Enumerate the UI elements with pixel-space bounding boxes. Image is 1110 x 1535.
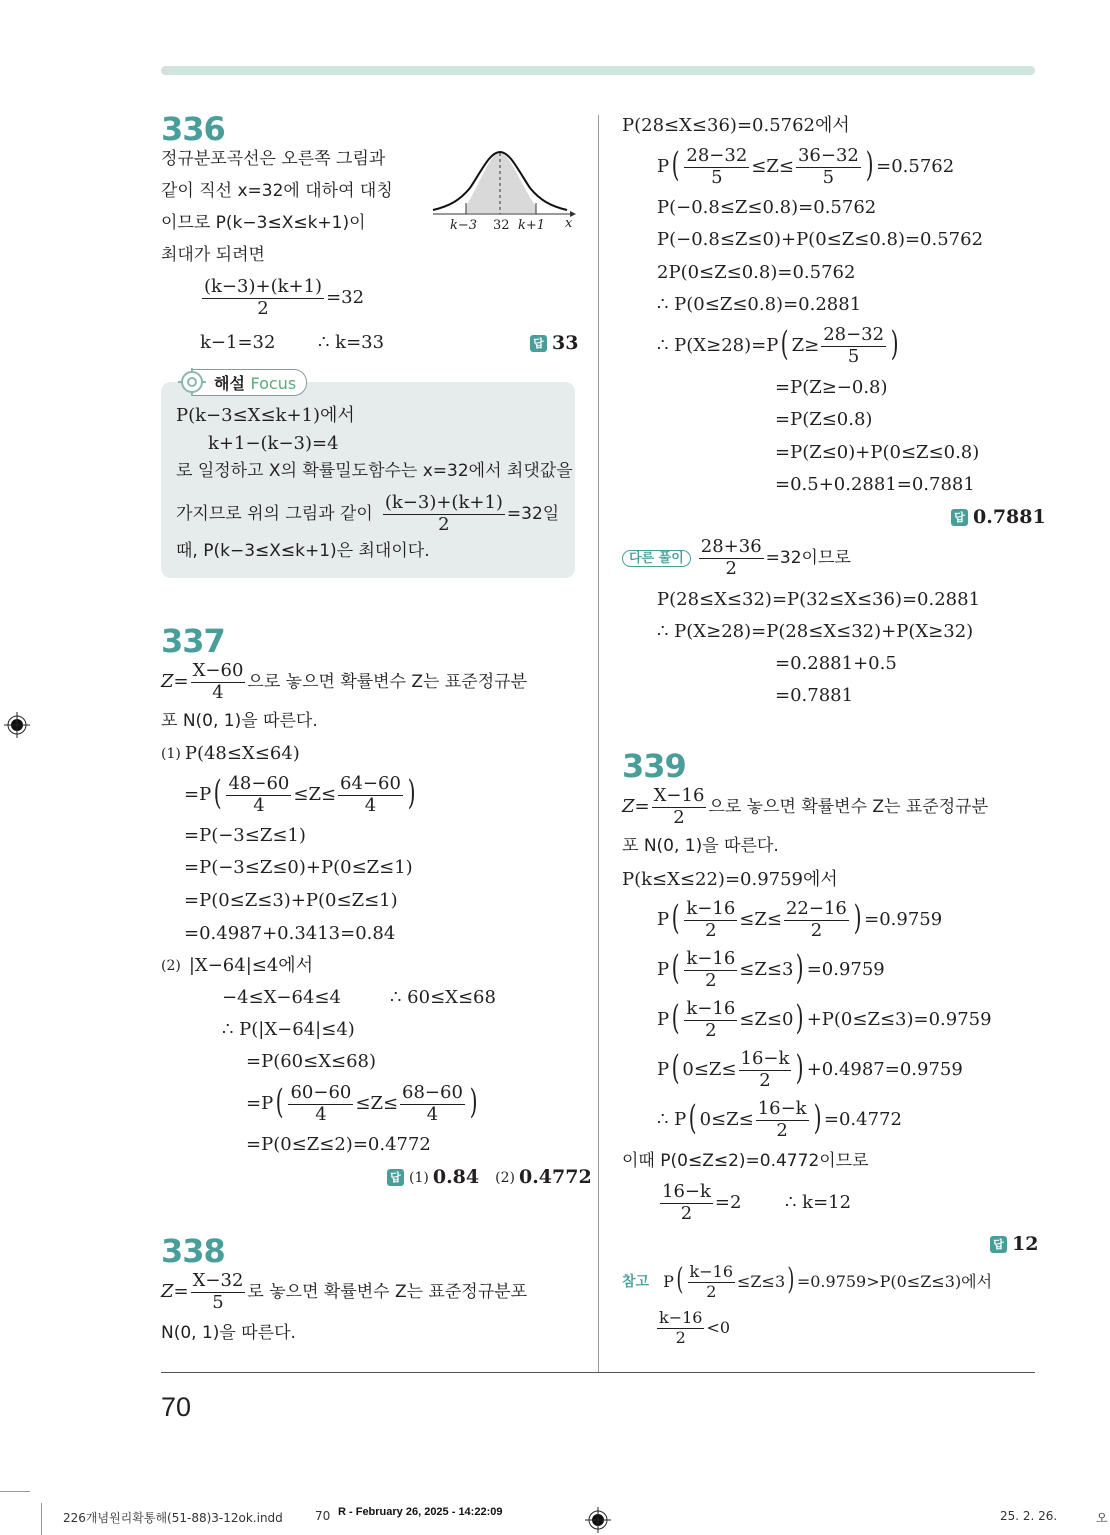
footer-stamp: R - February 26, 2025 - 14:22:09 xyxy=(338,1506,503,1518)
p339-intro-lhs: Z= xyxy=(622,796,650,818)
p337-intro-post: 으로 놓으면 확률변수 Z는 표준정규분 xyxy=(247,671,527,692)
header-accent-bar xyxy=(161,66,1035,75)
p338-answer: 0.7881 xyxy=(973,506,1046,528)
p339-f4-mid: 0≤Z≤ xyxy=(682,1059,737,1081)
p339-f1-pre: P xyxy=(657,909,670,931)
p336-text-line-3: 이므로 P(k−3≤X≤k+1)이 xyxy=(161,213,366,233)
focus-line-4-post: =32일 xyxy=(506,503,560,524)
graph-label-x: x xyxy=(565,216,573,231)
p336-eq2-left: k−1=32 xyxy=(200,332,276,353)
p339-f2-mid: ≤Z≤3 xyxy=(739,959,794,981)
column-divider xyxy=(598,115,599,1373)
footer-filename: 226개념원리확통해(51-88)3-12ok.indd xyxy=(63,1511,283,1525)
page-number: 70 xyxy=(161,1392,192,1422)
p339-line-1: P(k≤X≤22)=0.9759에서 xyxy=(622,869,838,890)
p338-cont-line-4: 2P(0≤Z≤0.8)=0.5762 xyxy=(657,262,856,283)
p339-line-then: 이때 P(0≤Z≤2)=0.4772이므로 xyxy=(622,1151,869,1171)
focus-title-en: Focus xyxy=(250,373,297,393)
registration-mark-icon xyxy=(4,712,30,738)
p337-part2-frac-pre: =P xyxy=(246,1093,274,1115)
fraction: $\frac{k-16}{2}$ xyxy=(659,1308,703,1347)
p339-f4-post: +0.4987=0.9759 xyxy=(806,1059,963,1081)
p338-ge-line-pre: ∴ P(X≥28)=P xyxy=(657,335,779,357)
p339-answer: 12 xyxy=(1012,1233,1039,1255)
fraction: $\frac{k-16}{2}$ xyxy=(689,1262,734,1301)
p338-chain-2: =P(Z≤0.8) xyxy=(775,409,873,430)
fraction: $\frac{28-32}{5}$ xyxy=(686,145,748,188)
p337-intro-line-2: 포 N(0, 1)을 따른다. xyxy=(161,711,318,731)
p337-part1-line-3: =P(0≤Z≤3)+P(0≤Z≤1) xyxy=(184,890,398,911)
fraction: $\frac{68-60}{4}$ xyxy=(402,1082,463,1125)
p337-part2-line1-left: −4≤X−64≤4 xyxy=(222,987,341,1008)
footer-date-suffix: 오 xyxy=(1096,1511,1108,1525)
problem-number-338: 338 xyxy=(161,1232,225,1270)
p337-answer-1-label: (1) xyxy=(409,1169,429,1186)
p339-f3-pre: P xyxy=(657,1009,670,1031)
p339-note-pre: P xyxy=(663,1272,674,1292)
graph-label-32: 32 xyxy=(493,218,510,233)
focus-title-ko: 해설 xyxy=(214,373,245,393)
p337-part2-head: |X−64|≤4에서 xyxy=(188,955,314,976)
p338-cont-line-1: P(28≤X≤36)=0.5762에서 xyxy=(622,115,850,136)
p337-part2-label: (2) xyxy=(161,958,181,974)
p337-part2-line1-right: ∴ 60≤X≤68 xyxy=(390,987,496,1008)
graph-label-k-plus-1: k+1 xyxy=(518,218,546,233)
p338-cont-line-2: P(−0.8≤Z≤0.8)=0.5762 xyxy=(657,197,877,218)
answer-mark-icon: 답 xyxy=(990,1236,1007,1253)
p336-text-line-2: 같이 직선 x=32에 대하여 대칭 xyxy=(161,181,393,201)
focus-line-5: 때, P(k−3≤X≤k+1)은 최대이다. xyxy=(176,541,430,561)
fraction: $\frac{16-k}{2}$ xyxy=(662,1181,711,1224)
p337-answer-2: 0.4772 xyxy=(518,1166,592,1188)
graph-label-k-minus-3: k−3 xyxy=(450,218,478,233)
focus-tag xyxy=(178,369,307,395)
p338-cont-frac-pre: P xyxy=(657,156,670,178)
p339-f5-post: =0.4772 xyxy=(823,1109,902,1131)
p338-chain-4: =0.5+0.2881=0.7881 xyxy=(775,474,975,495)
p337-answer-2-label: (2) xyxy=(495,1169,515,1186)
crop-mark xyxy=(0,1491,30,1492)
p338-cont-frac-mid: ≤Z≤ xyxy=(751,156,794,178)
p338-chain-1: =P(Z≥−0.8) xyxy=(775,377,888,398)
alt-solution-tag: 다른 풀이 xyxy=(622,550,691,567)
p338-intro-post: 로 놓으면 확률변수 Z는 표준정규분포 xyxy=(247,1281,527,1302)
fraction: $\frac{16-k}{2}$ xyxy=(740,1048,790,1091)
p337-part1-frac-pre: =P xyxy=(184,784,212,806)
p339-f5-mid: 0≤Z≤ xyxy=(699,1109,754,1131)
p336-text-line-1: 정규분포곡선은 오른쪽 그림과 xyxy=(161,149,386,169)
focus-line-3: 로 일정하고 X의 확률밀도함수는 x=32에서 최댓값을 xyxy=(176,461,573,481)
p339-note2-post: <0 xyxy=(706,1318,731,1338)
answer-mark-icon: 답 xyxy=(951,509,968,526)
p339-f1-mid: ≤Z≤ xyxy=(739,909,782,931)
p339-intro-line-2: 포 N(0, 1)을 따른다. xyxy=(622,836,779,856)
p338-alt-line-2: ∴ P(X≥28)=P(28≤X≤32)+P(X≥32) xyxy=(657,621,974,642)
p338-intro-lhs: Z= xyxy=(161,1281,189,1303)
p337-part1-line-1: =P(−3≤Z≤1) xyxy=(184,825,306,846)
p337-part1-head: P(48≤X≤64) xyxy=(184,743,300,764)
focus-line-2: k+1−(k−3)=4 xyxy=(208,433,339,454)
answer-mark-icon: 답 xyxy=(387,1169,404,1186)
p338-alt-line-3: =0.2881+0.5 xyxy=(775,653,897,674)
footer-date: 25. 2. 26. xyxy=(1000,1509,1058,1523)
focus-line-1: P(k−3≤X≤k+1)에서 xyxy=(176,405,355,426)
fraction: $\frac{60-60}{4}$ xyxy=(290,1082,352,1125)
p338-alt-line-4: =0.7881 xyxy=(775,685,854,706)
p338-chain-3: =P(Z≤0)+P(0≤Z≤0.8) xyxy=(775,442,980,463)
p338-cont-line-3: P(−0.8≤Z≤0)+P(0≤Z≤0.8)=0.5762 xyxy=(657,229,984,250)
p338-ge-line-inner: Z≥ xyxy=(791,335,820,357)
p338-intro-fraction: $\frac{X-32}{5}$ xyxy=(192,1270,244,1313)
p339-f3-mid: ≤Z≤0 xyxy=(739,1009,794,1031)
fraction: $\frac{k-16}{2}$ xyxy=(686,948,736,991)
p339-f2-pre: P xyxy=(657,959,670,981)
p337-part2-line-2: ∴ P(|X−64|≤4) xyxy=(222,1019,355,1040)
problem-number-339: 339 xyxy=(622,747,686,785)
fraction: $\frac{16-k}{2}$ xyxy=(757,1098,807,1141)
p337-part2-frac-mid: ≤Z≤ xyxy=(355,1093,399,1115)
fraction: $\frac{28+36}{2}$ xyxy=(700,536,762,579)
p337-part1-label: (1) xyxy=(161,746,181,762)
fraction: $\frac{22-16}{2}$ xyxy=(785,898,847,941)
note-tag: 참고 xyxy=(622,1274,650,1291)
p337-part1-line-4: =0.4987+0.3413=0.84 xyxy=(184,923,396,944)
p337-answer-1: 0.84 xyxy=(432,1166,480,1188)
p339-f1-post: =0.9759 xyxy=(864,909,943,931)
p339-final-post: =2 xyxy=(714,1192,742,1214)
p336-fraction-rhs: =32 xyxy=(326,287,365,309)
p339-note-post: =0.9759>P(0≤Z≤3)에서 xyxy=(796,1272,993,1292)
answer-mark-icon: 답 xyxy=(530,335,547,352)
p337-intro-fraction: $\frac{X-60}{4}$ xyxy=(192,660,244,703)
p336-answer: 33 xyxy=(552,332,579,354)
focus-line-4-pre: 가지므로 위의 그림과 같이 xyxy=(176,503,373,524)
p339-note-mid: ≤Z≤3 xyxy=(737,1272,786,1292)
p337-intro-lhs: Z= xyxy=(161,671,189,693)
problem-number-337: 337 xyxy=(161,622,225,660)
fraction: $\frac{k-16}{2}$ xyxy=(686,998,736,1041)
p337-part2-line-5: =P(0≤Z≤2)=0.4772 xyxy=(246,1134,431,1155)
p338-cont-frac-post: =0.5762 xyxy=(876,156,955,178)
p339-f4-pre: P xyxy=(657,1059,670,1081)
p337-part2-line-3: =P(60≤X≤68) xyxy=(246,1051,377,1072)
p339-f3-post: +P(0≤Z≤3)=0.9759 xyxy=(806,1009,992,1031)
crop-mark xyxy=(41,1503,42,1535)
fraction: $\frac{48-60}{4}$ xyxy=(228,773,290,816)
focus-target-icon xyxy=(178,368,206,396)
footer-rule xyxy=(161,1372,1035,1373)
p338-alt-post: =32이므로 xyxy=(765,547,851,568)
fraction: $\frac{28-32}{5}$ xyxy=(823,324,885,367)
p338-alt-line-1: P(28≤X≤32)=P(32≤X≤36)=0.2881 xyxy=(657,589,981,610)
p337-part1-frac-mid: ≤Z≤ xyxy=(293,784,337,806)
p336-eq2-right: ∴ k=33 xyxy=(318,332,385,353)
p336-fraction: $\frac{(k-3)+(k+1)}{2}$ xyxy=(204,276,323,319)
p339-f2-post: =0.9759 xyxy=(806,959,885,981)
p338-cont-line-5: ∴ P(0≤Z≤0.8)=0.2881 xyxy=(657,294,862,315)
footer-file-page: 70 xyxy=(315,1509,331,1523)
p336-text-line-4: 최대가 되려면 xyxy=(161,245,265,265)
fraction: $\frac{36-32}{5}$ xyxy=(797,145,859,188)
p339-final-right: ∴ k=12 xyxy=(785,1192,852,1213)
problem-number-336: 336 xyxy=(161,110,225,148)
p337-part1-line-2: =P(−3≤Z≤0)+P(0≤Z≤1) xyxy=(184,857,413,878)
p338-intro-line-2: N(0, 1)을 따른다. xyxy=(161,1323,296,1343)
p339-intro-post: 으로 놓으면 확률변수 Z는 표준정규분 xyxy=(708,796,988,817)
registration-mark-icon xyxy=(585,1507,611,1533)
p339-f5-pre: ∴ P xyxy=(657,1109,687,1131)
focus-fraction: $\frac{(k-3)+(k+1)}{2}$ xyxy=(384,492,503,535)
p339-intro-fraction: $\frac{X-16}{2}$ xyxy=(653,785,705,828)
fraction: $\frac{64-60}{4}$ xyxy=(340,773,401,816)
fraction: $\frac{k-16}{2}$ xyxy=(686,898,736,941)
